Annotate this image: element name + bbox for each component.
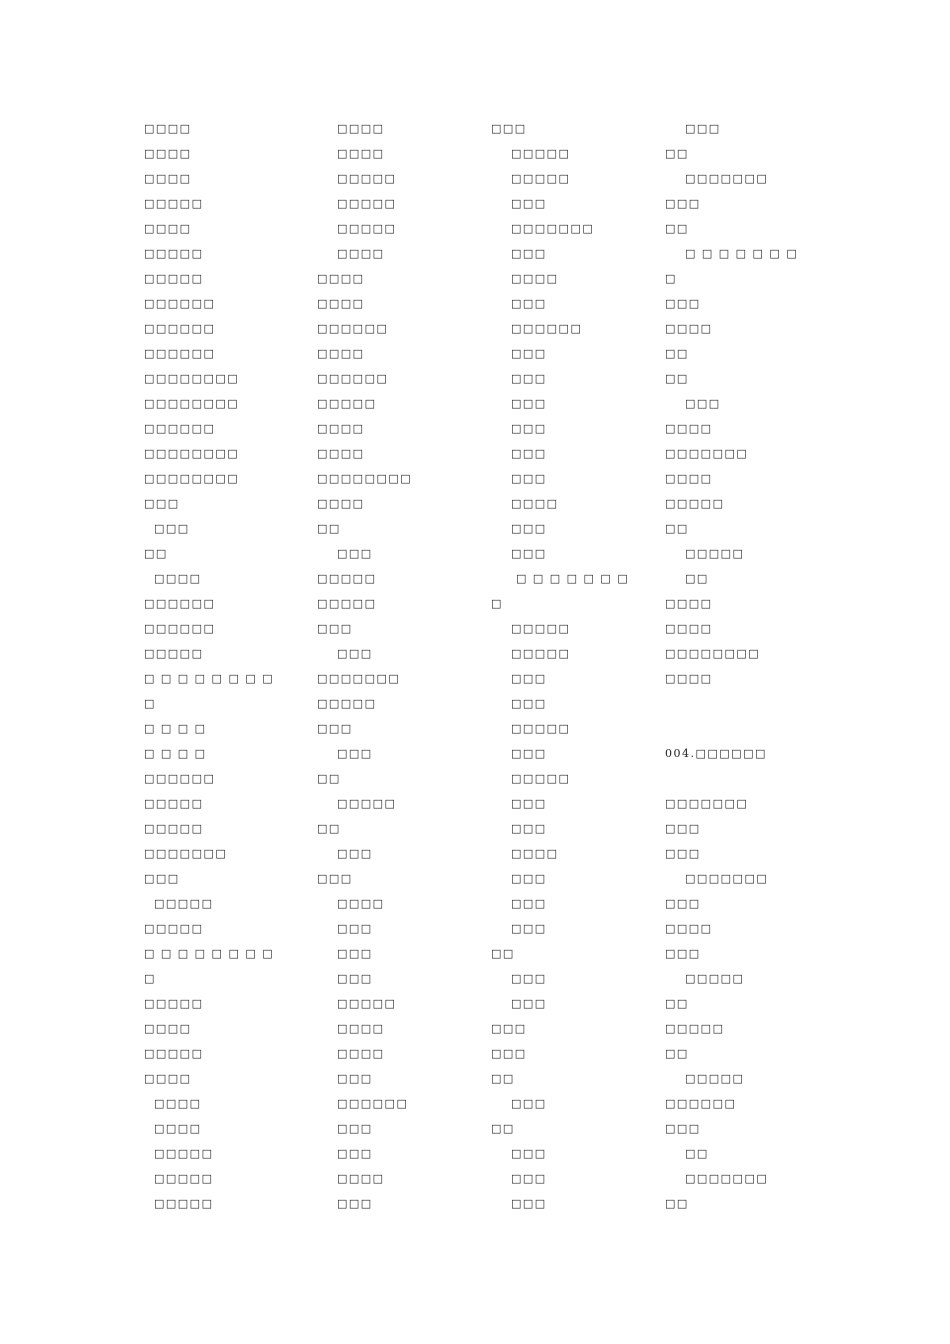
text-line: □□□□□□□□ [144, 447, 240, 460]
text-column-4 [665, 119, 840, 1219]
text-line: □□□□□ [144, 1047, 204, 1060]
text-line: □□□□ [144, 147, 192, 160]
text-line: □□□ [317, 1122, 373, 1135]
text-line: □□□ [144, 872, 180, 885]
text-line: □□□□□ [144, 797, 204, 810]
text-line: □□□ [491, 672, 547, 685]
text-line [665, 694, 840, 719]
text-line: □□□□□ [317, 797, 397, 810]
text-line: □□□ [491, 547, 547, 560]
text-line: □□□□ [144, 122, 192, 135]
text-line: □□□□□□□□ [317, 472, 413, 485]
text-line: □□□□ [144, 172, 192, 185]
text-line: □□□□□□□ [665, 1172, 769, 1185]
text-line: □□□ [491, 872, 547, 885]
text-line: □□□□□□ [144, 347, 216, 360]
text-line: □□□□□□ [144, 622, 216, 635]
text-line: □□□ [491, 922, 547, 935]
text-line: □□□□□ [317, 697, 377, 710]
text-line: □□□□ [144, 1022, 192, 1035]
text-line: □□□ [491, 397, 547, 410]
text-line: □ [665, 272, 677, 285]
text-line: □□□ [317, 647, 373, 660]
text-line: □□□ [317, 922, 373, 935]
text-line: □□□ [491, 522, 547, 535]
text-line: □ [144, 697, 156, 710]
text-line: □□□ [491, 447, 547, 460]
text-line: □□□□ [491, 847, 559, 860]
text-line: □□ [665, 1197, 689, 1210]
text-line: □□□□□ [491, 722, 571, 735]
text-line: □□□ [491, 347, 547, 360]
text-line: □□□□ [144, 1097, 202, 1110]
text-line: □□□□ [665, 922, 713, 935]
text-line: □□□ [491, 1097, 547, 1110]
text-line: □□□□□ [317, 597, 377, 610]
text-line: □□□ [317, 972, 373, 985]
text-line: □□ [665, 222, 689, 235]
text-line: □□□ [491, 122, 527, 135]
text-line: □□□□ [317, 297, 365, 310]
text-line: □□□□□ [317, 397, 377, 410]
text-line: □□□ [317, 1072, 373, 1085]
text-line: □□□□□□ [144, 772, 216, 785]
text-column-3 [491, 119, 666, 1219]
text-line: □□□□ [491, 497, 559, 510]
text-line: □□□ [491, 297, 547, 310]
text-line: □□□□ [317, 1047, 385, 1060]
text-line: □□□□□□ [144, 297, 216, 310]
text-line: □□ [665, 572, 709, 585]
text-line: □□ [491, 1072, 515, 1085]
text-line: □□□□□ [317, 572, 377, 585]
text-line: □ □ □ □ □ □ □ [491, 572, 630, 585]
text-line: □□□□□□□ [665, 872, 769, 885]
text-line: □□□□ [317, 897, 385, 910]
text-line: □□□ [491, 422, 547, 435]
text-line: □□□□ [317, 272, 365, 285]
text-column-2 [317, 119, 492, 1219]
text-line: □□□□ [665, 597, 713, 610]
text-line: □□□□□ [491, 147, 571, 160]
text-line: □□□ [317, 947, 373, 960]
text-line: □□□□ [491, 272, 559, 285]
text-line: □□□□□□□ [144, 847, 228, 860]
text-line: □□□□ [317, 122, 385, 135]
text-line: □□□□□ [144, 822, 204, 835]
text-line: 004.□□□□□□ [665, 747, 767, 760]
text-line: □□□□ [317, 1172, 385, 1185]
text-line: □□□ [491, 747, 547, 760]
text-line: □□ [144, 547, 168, 560]
text-line: □□□□□□□ [317, 672, 401, 685]
text-line: □□□ [491, 1147, 547, 1160]
text-line: □□□ [317, 747, 373, 760]
text-line: □□□□□ [317, 997, 397, 1010]
text-line: □□ [491, 947, 515, 960]
text-line: □□□ [317, 847, 373, 860]
text-line: □□ [317, 522, 341, 535]
text-line: □□□□□ [317, 222, 397, 235]
text-line: □□□ [317, 872, 353, 885]
text-line: □□□□□ [144, 647, 204, 660]
text-line: □□□ [144, 497, 180, 510]
text-line: □□□□□□□□ [144, 397, 240, 410]
text-line: □□□ [665, 947, 701, 960]
text-line: □□□□□ [665, 1022, 725, 1035]
text-line: □□□□ [317, 247, 385, 260]
text-line: □□ [665, 997, 689, 1010]
text-line: □□□□□ [491, 772, 571, 785]
text-line: □□□□□ [665, 972, 745, 985]
text-line: □□□ [317, 1147, 373, 1160]
text-line: □□□□□□□□ [144, 472, 240, 485]
text-line: □ □ □ □ □ □ □ □ [144, 672, 275, 685]
text-line: □□□□□□□ [491, 222, 595, 235]
text-line: □□ [317, 772, 341, 785]
text-line: □□□□□ [491, 172, 571, 185]
text-line: □□□□□ [144, 922, 204, 935]
text-line: □ □ □ □ [144, 722, 207, 735]
text-line: □□□ [665, 847, 701, 860]
text-line: □□□ [491, 247, 547, 260]
text-line: □□□□ [665, 472, 713, 485]
text-line: □□□□□□□ [665, 172, 769, 185]
text-line: □□□□□□□ [665, 447, 749, 460]
text-line: □□□□□□ [665, 1097, 737, 1110]
text-line: □□□□□ [317, 197, 397, 210]
text-line: □□□□□ [144, 897, 214, 910]
text-line: □□□ [665, 897, 701, 910]
text-line: □□□□ [317, 422, 365, 435]
text-line: □□□□□□□□ [665, 647, 761, 660]
text-line: □ □ □ □ □ □ □ [665, 247, 799, 260]
text-line: □□ [665, 372, 689, 385]
text-line: □□□□□ [665, 497, 725, 510]
text-line: □□□□□ [144, 1172, 214, 1185]
text-line: □□□□□□□ [665, 797, 749, 810]
text-line: □□□□ [317, 347, 365, 360]
text-line: □□□□ [665, 422, 713, 435]
text-line: □□□ [317, 622, 353, 635]
text-line: □□□ [665, 1122, 701, 1135]
text-line: □□□ [317, 547, 373, 560]
text-line: □□□□□ [665, 547, 745, 560]
text-line: □□□□□ [144, 272, 204, 285]
text-line: □□□□□ [491, 647, 571, 660]
text-line: □□□□□□ [317, 1097, 409, 1110]
text-line: □□□ [491, 997, 547, 1010]
text-line: □□□□□□ [144, 322, 216, 335]
text-line: □□□ [317, 1197, 373, 1210]
text-line: □□ [665, 522, 689, 535]
text-line: □□□ [317, 722, 353, 735]
text-line: □□□ [665, 822, 701, 835]
text-line: □□□□ [144, 572, 202, 585]
text-line: □□□ [144, 522, 190, 535]
text-line: □□□ [665, 122, 721, 135]
text-line: □□□□ [144, 1122, 202, 1135]
text-line: □ [144, 972, 156, 985]
text-line: □□□□ [665, 622, 713, 635]
text-line: □□□ [491, 822, 547, 835]
text-line: □□□□□ [144, 1197, 214, 1210]
text-line: □□□□□ [491, 622, 571, 635]
text-line: □□ [665, 1047, 689, 1060]
text-line: □□□ [665, 197, 701, 210]
text-line: □□□□□□□□ [144, 372, 240, 385]
text-line: □□□□□ [317, 172, 397, 185]
text-line: □□□□□□ [144, 597, 216, 610]
text-line: □□□□□□ [317, 372, 389, 385]
text-line: □ □ □ □ [144, 747, 207, 760]
text-line: □□□□ [665, 322, 713, 335]
text-line: □ □ □ □ □ □ □ □ [144, 947, 275, 960]
text-line: □□ [491, 1122, 515, 1135]
text-line: □ [491, 597, 503, 610]
text-line: □□□ [491, 1172, 547, 1185]
text-line: □□□ [491, 1197, 547, 1210]
text-line: □□□□□ [665, 1072, 745, 1085]
text-line: □□□□□ [144, 997, 204, 1010]
text-line: □□□ [491, 1047, 527, 1060]
text-line: □□□□ [317, 447, 365, 460]
text-line: □□□□ [317, 497, 365, 510]
text-line: □□□□□ [144, 1147, 214, 1160]
text-line: □□□ [491, 972, 547, 985]
text-line: □□□□ [144, 1072, 192, 1085]
text-line: □□□ [491, 1022, 527, 1035]
text-line: □□□□□□ [317, 322, 389, 335]
text-line [665, 769, 840, 794]
text-line: □□□ [491, 372, 547, 385]
text-line: □□□ [491, 472, 547, 485]
text-line: □□□ [665, 297, 701, 310]
text-line: □□□ [491, 197, 547, 210]
text-line: □□□□ [144, 222, 192, 235]
text-line: □□ [665, 1147, 709, 1160]
text-line: □□□□ [317, 1022, 385, 1035]
text-line: □□ [665, 147, 689, 160]
text-line: □□□ [665, 397, 721, 410]
text-line: □□□□□□ [144, 422, 216, 435]
text-line: □□□□□ [144, 247, 204, 260]
text-line: □□□ [491, 697, 547, 710]
text-line: □□□□□ [144, 197, 204, 210]
text-line: □□□□ [317, 147, 385, 160]
text-line: □□ [665, 347, 689, 360]
text-line [665, 719, 840, 744]
text-line: □□□□ [665, 672, 713, 685]
text-line: □□ [317, 822, 341, 835]
text-line: □□□ [491, 797, 547, 810]
text-line: □□□□□□ [491, 322, 583, 335]
text-column-1 [144, 119, 319, 1219]
text-line: □□□ [491, 897, 547, 910]
